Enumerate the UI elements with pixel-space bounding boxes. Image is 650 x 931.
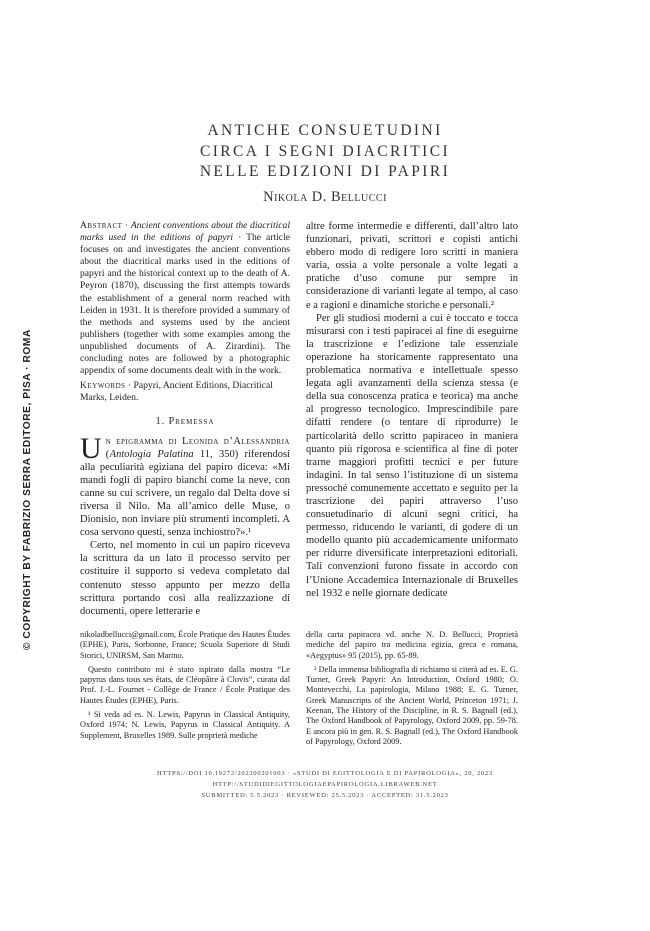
- keywords-label: Keywords: [80, 380, 126, 392]
- title-line-1: ANTICHE CONSUETUDINI: [207, 122, 443, 139]
- title-line-2: CIRCA I SEGNI DIACRITICI: [199, 143, 451, 160]
- abstract-block: [80, 220, 290, 404]
- para1-post: 11, 350) riferendosi alla peculiarità egiziana del papiro diceva: «Mi mandi fogli di papiro bianchi come la neve, con canne su cui scrivere, un regalo dal Delta dove si riversa il Nilo. Ma all’amico delle Muse, o Dionisio, non inviare più strumenti incompleti. A cosa servono questi, senza inchiostro?».¹: [80, 448, 290, 539]
- footnote-1-continued: della carta papiracea vd. anche N. D. Bellucci, Proprietà mediche del papiro tra medicina egizia, greca e romana, «Aegyptus» 95 (2015), pp. 65-89.: [306, 630, 518, 660]
- right-column: [306, 220, 518, 600]
- author-name: Nikola D. Bellucci: [263, 189, 387, 205]
- para1-pre: n epigramma di Leonida d’Alessandria (: [105, 435, 290, 460]
- acknowledgement-note: Questo contributo mi è stato ispirato dalla mostra “Le papyrus dans tous ses états, de Cléopâtre à Clovis”, curata dal Prof. J.-L. Fournet - Collège de France / École Pratique des Hautes Études (EPHE), Paris.: [80, 664, 290, 705]
- paragraph-2: Certo, nel momento in cui un papiro riceveva la scrittura da un lato il processo servito per costituire il supporto si vedeva completato dal contenuto stesso appunto per mezzo della scrittura portando così alla realizzazione di documenti, opere letterarie e: [80, 540, 290, 617]
- author-affiliation: nikoladbellucci@gmail.com, École Pratique des Hautes Études (EPHE), Paris, Sorbonne, France; Scuola Superiore di Studi Storici, UNIRSM, San Marino.: [80, 630, 290, 660]
- abstract-text: · The article focuses on and investigates the ancient conventions about the diacritical marks used in the editions of papyri and the historical context up to the death of A. Peyron (1870), discussing the first attempts towards the establishment of a general norm reached with Leiden in 1931. It is therefore provided a summary of the methods and systems used by the ancient publishers (together with some examples among the unpublished documents of A. Zirardini). The concluding notes are followed by a photographic appendix of some documents dealt with in the work.: [80, 232, 290, 377]
- body-left: [80, 431, 290, 618]
- footer-dates: SUBMITTED: 5.5.2023 · REVIEWED: 25.5.2023 · ACCEPTED: 31.5.2023: [201, 792, 449, 799]
- title-line-3: NELLE EDIZIONI DI PAPIRI: [199, 163, 451, 180]
- footnotes-left: [80, 630, 290, 745]
- drop-cap: U: [80, 431, 102, 465]
- abstract-title: Ancient conventions about the diacritical marks used in the editions of papyri: [80, 220, 290, 244]
- para1-italic: Antologia Palatina: [109, 448, 194, 460]
- footer-url: HTTP://STUDIDIEGITTOLOGIAEPAPIROLOGIA.LIBRAWEB.NET: [212, 781, 438, 788]
- abstract-label: Abstract: [80, 220, 123, 231]
- footnotes-right: [306, 630, 518, 751]
- keywords-text: · Papyri, Ancient Editions, Diacritical Marks, Leiden.: [80, 380, 273, 404]
- paragraph-3: altre forme intermedie e differenti, dall’altro lato funzionari, privati, scrittori e copisti antichi ebbero modo di redigere loro scritti in maniera varia, ossia a volte personale a volte legati a pratiche d’uso comune pur sempre in considerazione di varianti legate al tempo, al caso e a ragioni e dinamiche storiche e personali.²: [306, 221, 518, 311]
- paragraph-4: Per gli studiosi moderni a cui è toccato e tocca misurarsi con i testi papiracei al fine di eseguirne la trascrizione e l’edizione tale essenziale operazione ha storicamente rappresentato una problematica normativa e intellettuale spesso legata agli avanzamenti della scienza stessa (e della sua conoscenza pratica e teorica) ma anche al progresso tecnologico. Imprescindibile pare difatti rendere (o tentare di riprodurre) le particolarità dello scritto papiraceo in maniera quanto più rigorosa e scientifica al fine di poter trarne maggiori profitti tecnici e per future indagini. In tal senso l’istituzione di un sistema pressoché comunemente accettato e seguito per la trascrizione dei papiri attraverso l’uso consuetudinario di alcuni segni critici, ha permesso, riducendo le varianti, di godere di un modello quanto più accademicamente uniformato per ridurre diversificate interpretazioni editoriali. Tali convenzioni furono fissate in accordo con l’Unione Accademica Internazionale di Bruxelles nel 1932 e nelle giornate dedicate: [306, 312, 518, 599]
- footer-doi: HTTPS://DOI 10.19272/202300201003 · «STUDI DI EGITTOLOGIA E DI PAPIROLOGIA», 20, 2023: [157, 770, 493, 777]
- section-title: 1. Premessa: [155, 416, 215, 428]
- copyright-sidebar: © COPYRIGHT BY FABRIZIO SERRA EDITORE, PISA · ROMA: [22, 329, 33, 650]
- abstract-separator: ·: [122, 220, 131, 231]
- footnote-2: ² Della immensa bibliografia di richiamo si citerà ad es. E. G. Turner, Greek Papyri: An Introduction, Oxford 1980; O. Montevecchi, La papirologia, Milano 1988; E. G. Turner, Greek Manuscripts of the Ancient World, Princeton 1971; J. Keenan, The History of the Discipline, in R. S. Bagnall (ed.), The Oxford Handbook of Papyrology, Oxford 2009, pp. 59-78. E ancora più in gen. R. S. Bagnall (ed.), The Oxford Handbook of Papyrology, Oxford 2009.: [306, 664, 518, 746]
- footnote-1: ¹ Si veda ad es. N. Lewis, Papyrus in Classical Antiquity, Oxford 1974; N. Lewis, Papyrus in Classical Antiquity. A Supplement, Bruxelles 1989. Sulle proprietà mediche: [80, 710, 290, 740]
- left-column: [80, 220, 290, 618]
